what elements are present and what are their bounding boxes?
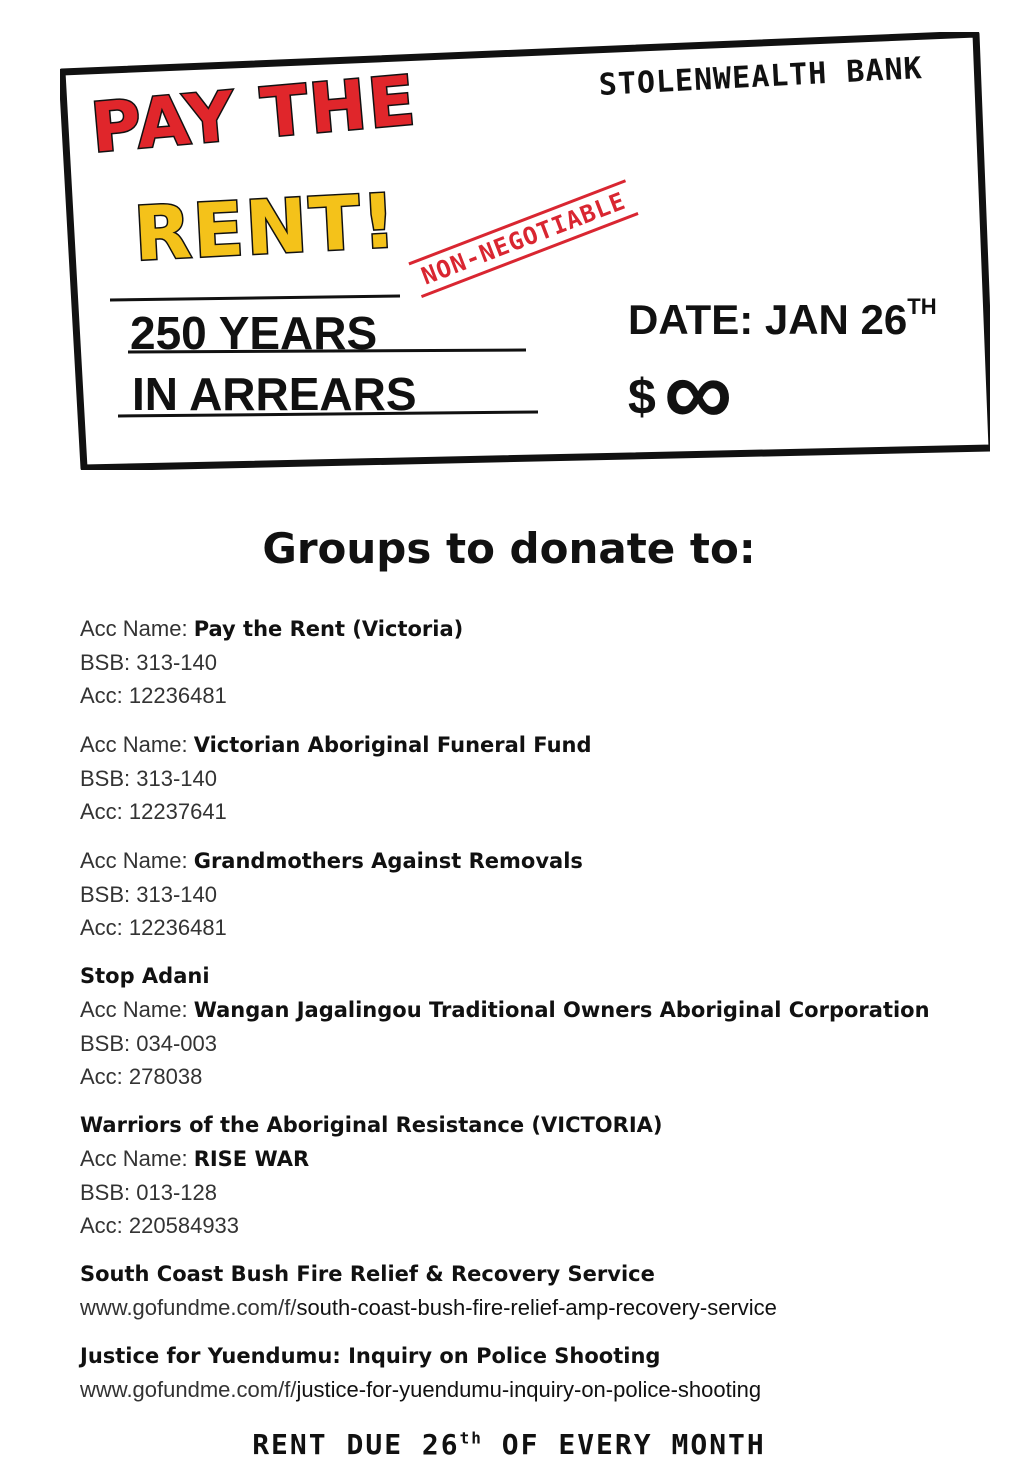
bsb-value: 313-140 <box>136 650 217 675</box>
url-base: www.gofundme.com/f/ <box>80 1377 297 1402</box>
footer-before: RENT DUE 26 <box>252 1428 460 1461</box>
acc-name-value: RISE WAR <box>193 1147 310 1171</box>
bsb-line <box>80 646 1000 679</box>
bsb-label: BSB: <box>80 1180 137 1205</box>
currency-symbol: $ <box>628 369 656 425</box>
org-name: Stop Adani <box>80 964 210 988</box>
donation-link[interactable] <box>80 1373 1000 1406</box>
acc-label: Acc: <box>80 915 129 940</box>
acc-name-label: Acc Name: <box>80 997 194 1022</box>
org-name: Warriors of the Aboriginal Resistance (VICTORIA) <box>80 1113 663 1137</box>
acc-name-label: Acc Name: <box>80 732 194 757</box>
list-item <box>80 1109 1000 1242</box>
acc-value: 12237641 <box>128 799 227 824</box>
bsb-value: 034-003 <box>136 1031 217 1056</box>
url-path: justice-for-yuendumu-inquiry-on-police-shooting <box>296 1377 762 1402</box>
list-item <box>80 1258 1000 1324</box>
bsb-value: 313-140 <box>136 766 217 791</box>
acc-name-label: Acc Name: <box>80 1146 194 1171</box>
list-item <box>80 960 1000 1093</box>
list-item <box>80 728 1000 828</box>
footer-suffix: th <box>459 1428 483 1448</box>
bsb-line <box>80 1027 1000 1060</box>
list-item <box>80 1340 1000 1406</box>
bsb-line <box>80 1176 1000 1209</box>
bsb-value: 013-128 <box>136 1180 217 1205</box>
acc-name-line <box>80 844 1000 878</box>
acc-label: Acc: <box>80 683 129 708</box>
acc-line <box>80 911 1000 944</box>
donation-link[interactable] <box>80 1291 1000 1324</box>
url-path: south-coast-bush-fire-relief-amp-recovery-service <box>296 1295 777 1320</box>
bsb-label: BSB: <box>80 766 137 791</box>
list-item <box>80 844 1000 944</box>
page-heading: Groups to donate to: <box>262 524 756 573</box>
org-name: South Coast Bush Fire Relief & Recovery Service <box>80 1262 655 1286</box>
acc-name-line <box>80 993 1000 1027</box>
acc-value: 12236481 <box>128 915 227 940</box>
acc-name-line <box>80 612 1000 646</box>
acc-name-line <box>80 728 1000 762</box>
arrears-line-2: IN ARREARS <box>132 368 417 420</box>
cheque-amount <box>628 339 733 446</box>
list-item <box>80 612 1000 712</box>
acc-value: 12236481 <box>128 683 227 708</box>
date-suffix: TH <box>907 294 937 319</box>
footer-after: OF EVERY MONTH <box>482 1428 766 1461</box>
acc-value: 278038 <box>128 1064 203 1089</box>
bsb-line <box>80 762 1000 795</box>
acc-line <box>80 679 1000 712</box>
bsb-label: BSB: <box>80 882 137 907</box>
org-name: Justice for Yuendumu: Inquiry on Police Shooting <box>80 1344 661 1368</box>
bsb-line <box>80 878 1000 911</box>
acc-name-value: Victorian Aboriginal Funeral Fund <box>193 733 592 757</box>
acc-line <box>80 1060 1000 1093</box>
acc-name-label: Acc Name: <box>80 616 194 641</box>
non-negotiable-stamp: NON-NEGOTIABLE <box>408 179 638 298</box>
title-pay-the: PAY THE <box>88 61 421 169</box>
bank-name: STOLENWEALTH BANK <box>598 51 924 103</box>
acc-label: Acc: <box>80 799 129 824</box>
url-base: www.gofundme.com/f/ <box>80 1295 297 1320</box>
bsb-value: 313-140 <box>136 882 217 907</box>
acc-name-line <box>80 1142 1000 1176</box>
cheque-graphic <box>60 32 990 470</box>
acc-value: 220584933 <box>128 1213 240 1238</box>
acc-label: Acc: <box>80 1213 129 1238</box>
acc-label: Acc: <box>80 1064 129 1089</box>
donation-list <box>80 612 1000 1422</box>
infinity-symbol: ∞ <box>663 339 733 446</box>
acc-name-value: Wangan Jagalingou Traditional Owners Aboriginal Corporation <box>193 998 930 1022</box>
acc-name-value: Grandmothers Against Removals <box>193 849 583 873</box>
bsb-label: BSB: <box>80 650 137 675</box>
acc-line <box>80 795 1000 828</box>
footer-note <box>0 1428 1018 1461</box>
acc-line <box>80 1209 1000 1242</box>
title-rent: RENT! <box>132 178 400 278</box>
cheque-date <box>628 296 937 344</box>
acc-name-label: Acc Name: <box>80 848 194 873</box>
acc-name-value: Pay the Rent (Victoria) <box>193 617 464 641</box>
arrears-line-1: 250 YEARS <box>130 307 378 359</box>
date-label: DATE: JAN 26 <box>628 296 908 343</box>
bsb-label: BSB: <box>80 1031 137 1056</box>
